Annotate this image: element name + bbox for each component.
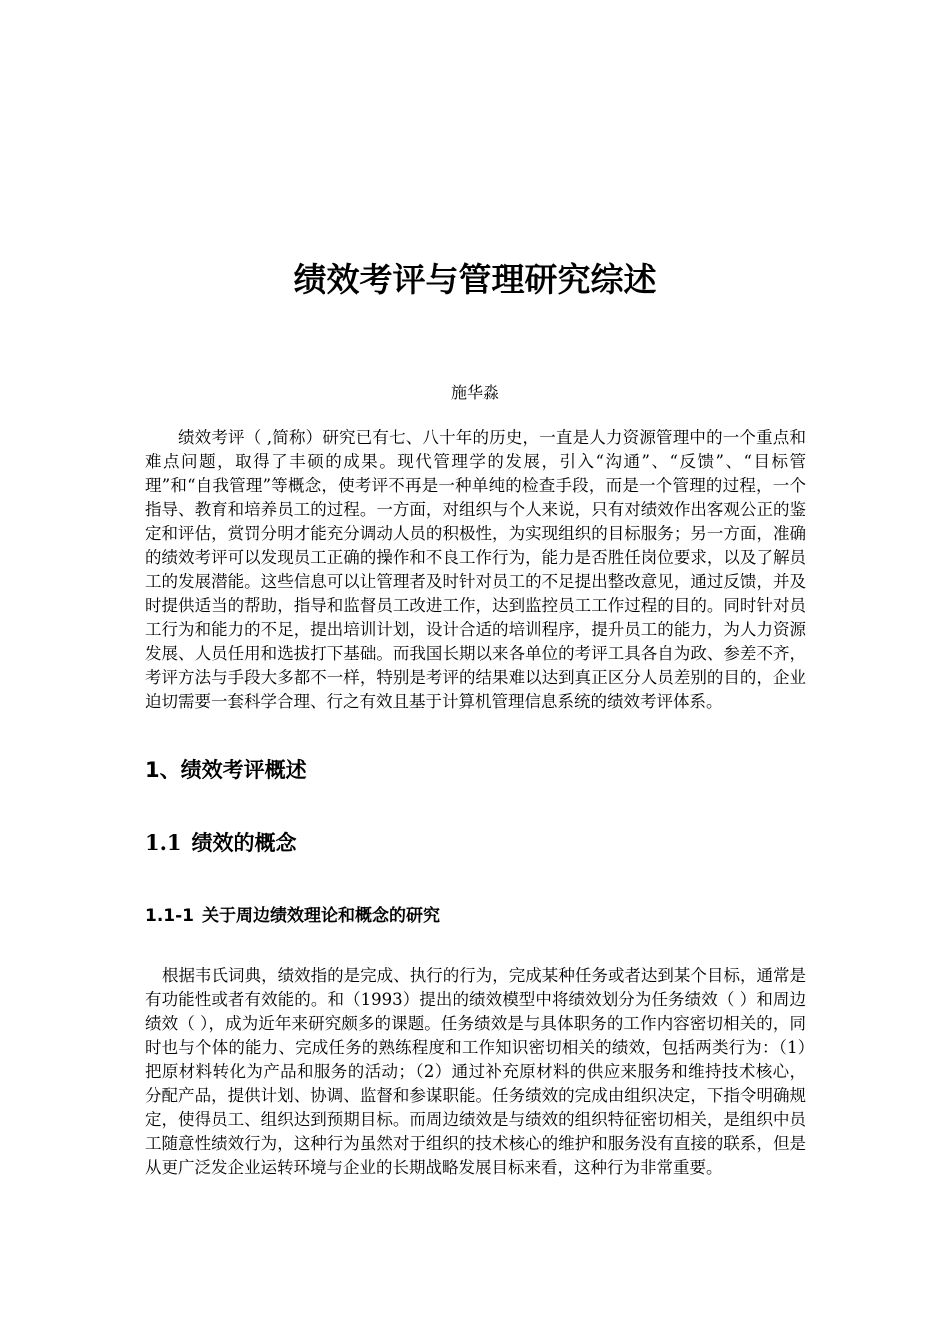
section-heading-1: 1、绩效考评概述 <box>145 758 307 782</box>
section-number-1-1: 1.1 <box>145 830 182 855</box>
document-title: 绩效考评与管理研究综述 <box>293 260 657 299</box>
abstract-paragraph: 绩效考评（ ,简称）研究已有七、八十年的历史，一直是人力资源管理中的一个重点和难点问题，取得了丰硕的成果。现代管理学的发展，引入“沟通”、“反馈”、“目标管理”和“自我管理”等概念，使考评不再是一种单纯的检查手段，而是一个管理的过程，一个指导、教育和培养员工的过程。一方面，对组织与个人来说，只有对绩效作出客观公正的鉴定和评估，赏罚分明才能充分调动人员的积极性，为实现组织的目标服务；另一方面，准确的绩效考评可以发现员工正确的操作和不良工作行为，能力是否胜任岗位要求，以及了解员工的发展潜能。这些信息可以让管理者及时针对员工的不足提出整改意见，通过反馈，并及时提供适当的帮助，指导和监督员工改进工作，达到监控员工工作过程的目的。同时针对员工行为和能力的不足，提出培训计划，设计合适的培训程序，提升员工的能力，为人力资源发展、人员任用和选拔打下基础。而我国长期以来各单位的考评工具各自为政、参差不齐，考评方法与手段大多都不一样，特别是考评的结果难以达到真正区分人员差别的目的，企业迫切需要一套科学合理、行之有效且基于计算机管理信息系统的绩效考评体系。 <box>145 428 806 711</box>
section-heading-1-1-1 <box>145 902 440 930</box>
author-name: 施华淼 <box>450 383 499 402</box>
section-title-1-1: 绩效的概念 <box>191 831 297 855</box>
body-paragraph: 根据韦氏词典，绩效指的是完成、执行的行为，完成某种任务或者达到某个目标，通常是有功能性或者有效能的。和（1993）提出的绩效模型中将绩效划分为任务绩效（ ）和周边绩效（ ），成为近年来研究颇多的课题。任务绩效是与具体职务的工作内容密切相关的，同时也与个体的能力、完成任务的熟练程度和工作知识密切相关的绩效，包括两类行为：（1）把原材料转化为产品和服务的活动；（2）通过补充原材料的供应来服务和维持技术核心，分配产品，提供计划、协调、监督和参谋职能。任务绩效的完成由组织决定，下指令明确规定，使得员工、组织达到预期目标。而周边绩效是与绩效的组织特征密切相关，是组织中员工随意性绩效行为，这种行为虽然对于组织的技术核心的维护和服务没有直接的联系，但是从更广泛发企业运转环境与企业的长期战略发展目标来看，这种行为非常重要。 <box>145 966 806 1177</box>
section-heading-1-1 <box>145 827 297 859</box>
section-number-1-1-1: 1.1-1 <box>145 906 194 926</box>
section-title-1-1-1: 关于周边绩效理论和概念的研究 <box>202 906 440 926</box>
